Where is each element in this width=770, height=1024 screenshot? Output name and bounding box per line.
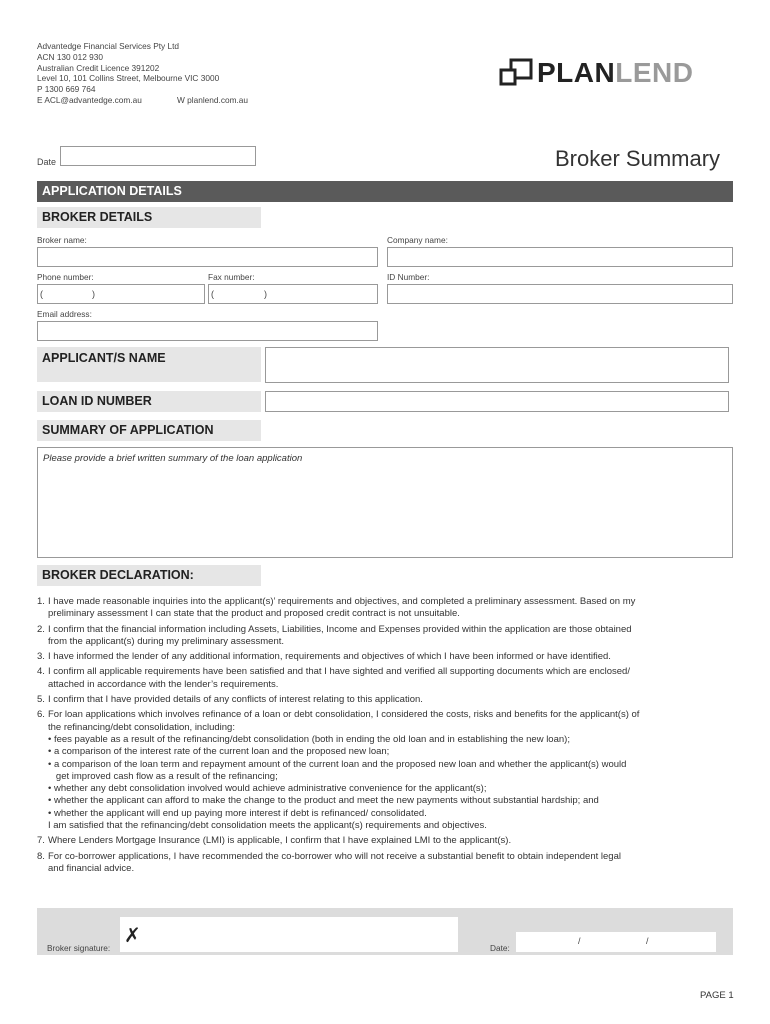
company-licence: Australian Credit Licence 391202 — [37, 62, 160, 73]
company-name: Advantedge Financial Services Pty Ltd — [37, 41, 180, 51]
declaration-line: Where Lenders Mortgage Insurance (LMI) is applicable, I confirm that I have explained LMI to the applicant(s). — [48, 835, 512, 847]
applicant-name-heading: APPLICANT/S NAME — [37, 347, 261, 382]
declaration-line: preliminary assessment I can state that the product and proposed credit contract is not unsuitable. — [48, 608, 460, 620]
declaration-line: I am satisfied that the refinancing/debt consolidation meets the applicant(s) requirements and objectives. — [48, 820, 487, 832]
declaration-item — [37, 651, 737, 663]
phone-paren-open: ( — [40, 289, 43, 299]
declaration-item-number: 6. — [37, 709, 45, 721]
date-field[interactable] — [60, 146, 256, 166]
broker-signature-field[interactable] — [120, 917, 458, 952]
declaration-item-number: 5. — [37, 694, 45, 706]
declaration-item — [37, 835, 737, 847]
summary-placeholder: Please provide a brief written summary of the loan application — [43, 453, 303, 464]
company-address: Level 10, 101 Collins Street, Melbourne VIC 3000 — [37, 73, 220, 84]
declaration-line: For co-borrower applications, I have recommended the co-borrower who will not receive a substantial benefit to obtain independent legal — [48, 850, 621, 862]
declaration-line: I have informed the lender of any additional information, requirements and objectives of which I have been informed or have identified. — [48, 651, 611, 663]
company-acn: ACN 130 012 930 — [37, 51, 103, 62]
applicant-name-field[interactable] — [265, 347, 729, 383]
fax-label: Fax number: — [208, 272, 255, 282]
broker-name-field[interactable] — [37, 247, 378, 267]
declaration-line: I confirm that the financial information including Assets, Liabilities, Income and Expenses provided within the application are those obtained — [48, 623, 632, 635]
broker-details-heading: BROKER DETAILS — [37, 207, 261, 228]
declaration-line: • fees payable as a result of the refinancing/debt consolidation (both in ending the old loan and in establishing the new loan); — [48, 733, 570, 745]
logo-text-plan: PLAN — [537, 57, 616, 88]
company-name-label: Company name: — [387, 235, 448, 245]
date-slash-2: / — [646, 936, 649, 946]
declaration-item — [37, 694, 737, 706]
declaration-item-number: 3. — [37, 651, 45, 663]
company-phone: P 1300 669 764 — [37, 84, 96, 95]
declaration-item — [37, 596, 737, 621]
declaration-item-number: 4. — [37, 666, 45, 678]
declaration-item — [37, 624, 737, 649]
planlend-logo-icon — [499, 58, 537, 88]
declaration-heading: BROKER DECLARATION: — [37, 565, 261, 586]
id-number-label: ID Number: — [387, 272, 430, 282]
fax-paren-close: ) — [264, 289, 267, 299]
declaration-line: and financial advice. — [48, 862, 135, 874]
company-web: W planlend.com.au — [177, 94, 249, 105]
declaration-line: • whether the applicant can afford to make the change to the product and meet the new payments without substantial hardship; and — [48, 795, 599, 807]
declaration-line: • whether the applicant will end up paying more interest if debt is refinanced/ consolidated. — [48, 807, 427, 819]
declaration-line: from the applicant(s) during my preliminary assessment. — [48, 635, 285, 647]
declaration-line: the refinancing/debt consolidation, including: — [48, 721, 235, 733]
phone-label: Phone number: — [37, 272, 94, 282]
summary-field[interactable] — [37, 447, 733, 558]
page-number: PAGE 1 — [700, 990, 734, 1001]
declaration-line: attached in accordance with the lender’s requirements. — [48, 678, 279, 690]
email-label: Email address: — [37, 309, 92, 319]
company-details — [37, 41, 248, 106]
fax-paren-open: ( — [211, 289, 214, 299]
declaration-item — [37, 709, 737, 832]
summary-heading: SUMMARY OF APPLICATION — [37, 420, 261, 441]
declaration-line: • a comparison of the loan term and repayment amount of the current loan and the proposed new loan and whether the applicant(s) would — [48, 758, 627, 770]
phone-paren-close: ) — [92, 289, 95, 299]
fax-field[interactable] — [208, 284, 378, 304]
declaration-item-number: 1. — [37, 596, 45, 607]
signature-date-field[interactable] — [516, 932, 716, 952]
declaration-item — [37, 666, 737, 691]
declaration-line: I confirm that I have provided details of any conflicts of interest relating to this application. — [48, 694, 423, 706]
declaration-list — [37, 596, 737, 878]
section-application-details: APPLICATION DETAILS — [37, 181, 733, 202]
loan-id-field[interactable] — [265, 391, 729, 412]
logo-text-lend: LEND — [615, 57, 694, 88]
declaration-line: I confirm all applicable requirements have been satisfied and that I have sighted and verified all supporting documents which are enclosed/ — [48, 666, 630, 678]
declaration-item-number: 2. — [37, 623, 45, 635]
email-field[interactable] — [37, 321, 378, 341]
loan-id-heading: LOAN ID NUMBER — [37, 391, 261, 412]
signature-date-label: Date: — [490, 943, 510, 953]
declaration-item-number: 8. — [37, 850, 45, 862]
declaration-line: For loan applications which involves refinance of a loan or debt consolidation, I considered the costs, risks and benefits for the applicant(s) of — [48, 709, 640, 721]
phone-field[interactable] — [37, 284, 205, 304]
date-label: Date — [37, 157, 57, 167]
declaration-line: I have made reasonable inquiries into the applicant(s)’ requirements and objectives, and completed a preliminary assessment. Based on my — [48, 596, 636, 607]
company-email: E ACL@advantedge.com.au — [37, 94, 142, 105]
declaration-item — [37, 851, 737, 876]
company-name-field[interactable] — [387, 247, 733, 267]
signature-mark-icon: ✗ — [124, 925, 141, 947]
broker-name-label: Broker name: — [37, 235, 87, 245]
date-slash-1: / — [578, 936, 581, 946]
declaration-line: • whether any debt consolidation involved would achieve administrative convenience for the applicant(s); — [48, 783, 487, 795]
declaration-item-number: 7. — [37, 835, 45, 847]
page-title: Broker Summary — [555, 146, 721, 171]
broker-signature-label: Broker signature: — [47, 943, 111, 953]
declaration-line: get improved cash flow as a result of the refinancing; — [48, 770, 278, 782]
planlend-logo — [499, 58, 693, 88]
declaration-line: • a comparison of the interest rate of the current loan and the proposed new loan; — [48, 746, 390, 758]
id-number-field[interactable] — [387, 284, 733, 304]
